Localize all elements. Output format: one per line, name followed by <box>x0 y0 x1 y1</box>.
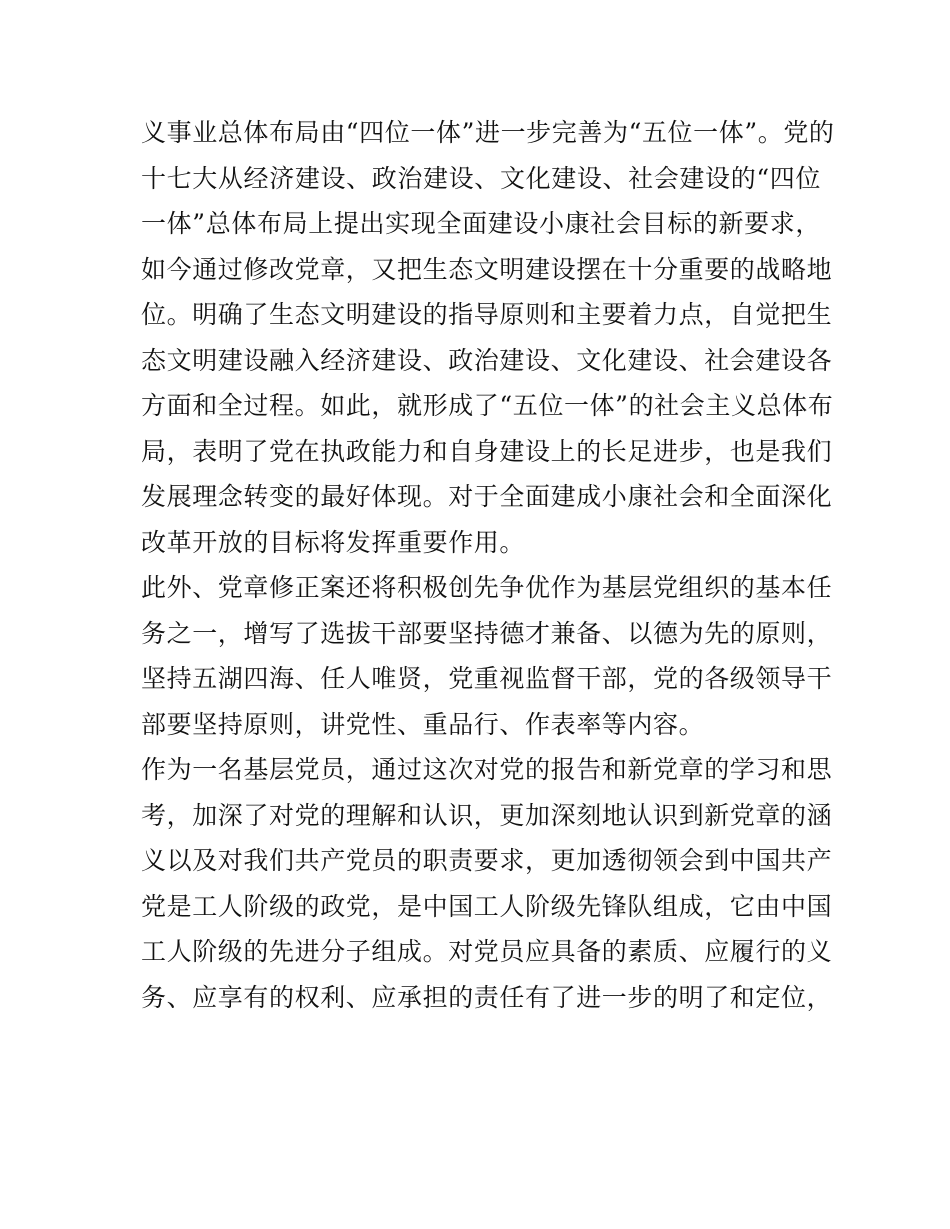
text-line: 务、应享有的权利、应承担的责任有了进一步的明了和定位， <box>141 982 833 1012</box>
text-line: 如今通过修改党章，又把生态文明建设摆在十分重要的战略地 <box>141 254 833 284</box>
text-line: 作为一名基层党员，通过这次对党的报告和新党章的学习和思 <box>141 755 833 784</box>
text-line: 义以及对我们共产党员的职责要求，更加透彻领会到中国共产 <box>141 846 833 875</box>
text-line: 坚持五湖四海、任人唯贤，党重视监督干部，党的各级领导干 <box>141 664 833 693</box>
text-line: 位。明确了生态文明建设的指导原则和主要着力点，自觉把生 <box>141 300 833 329</box>
text-line: 十七大从经济建设、政治建设、文化建设、社会建设的“四位 <box>141 163 821 193</box>
text-line: 方面和全过程。如此，就形成了“五位一体”的社会主义总体布 <box>141 391 834 420</box>
body-text <box>141 110 835 1020</box>
text-line: 此外、党章修正案还将积极创先争优作为基层党组织的基本任 <box>141 573 833 602</box>
text-line: 考，加深了对党的理解和认识，更加深刻地认识到新党章的涵 <box>141 800 833 830</box>
text-line: 一体”总体布局上提出实现全面建设小康社会目标的新要求， <box>141 209 821 238</box>
text-line: 态文明建设融入经济建设、政治建设、文化建设、社会建设各 <box>141 345 833 375</box>
text-line: 发展理念转变的最好体现。对于全面建成小康社会和全面深化 <box>141 482 833 511</box>
text-line: 部要坚持原则，讲党性、重品行、作表率等内容。 <box>141 709 705 739</box>
text-line: 义事业总体布局由“四位一体”进一步完善为“五位一体”。党的 <box>141 118 835 147</box>
text-line: 务之一，增写了选拔干部要坚持德才兼备、以德为先的原则， <box>141 618 833 648</box>
text-line: 局，表明了党在执政能力和自身建设上的长足进步，也是我们 <box>141 436 833 466</box>
text-line: 改革开放的目标将发挥重要作用。 <box>141 527 526 557</box>
text-line: 工人阶级的先进分子组成。对党员应具备的素质、应履行的义 <box>141 937 833 966</box>
text-line: 党是工人阶级的政党，是中国工人阶级先锋队组成，它由中国 <box>141 891 833 921</box>
